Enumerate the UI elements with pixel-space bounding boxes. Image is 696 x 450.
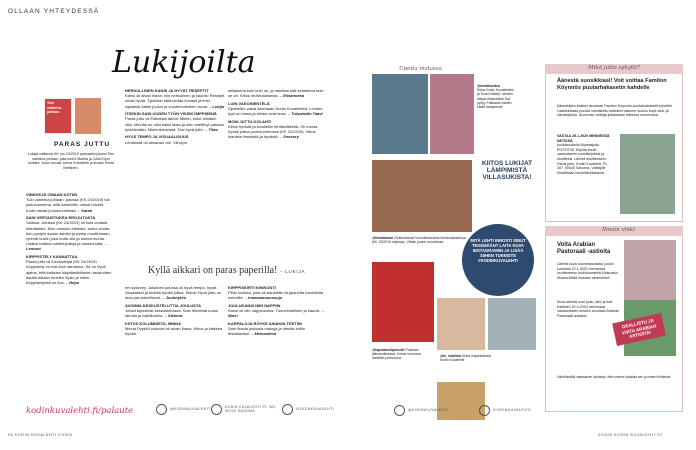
vote-deadline	[557, 134, 615, 175]
letter-text: Sain ihania jouluisia makuja ja ideoita kotiin testattaviksi.	[228, 326, 305, 337]
cover-text: Tein valmiina juhlaan	[47, 101, 62, 115]
letters-column-3	[228, 88, 328, 142]
vote-heading: Äänestä suosikkiasi! Voit voittaa Familon Köynnös puutarhakasetin kahdelle	[557, 78, 667, 91]
letter-text: Lehdessä oli sitsavani ote. Viihdyin.	[125, 139, 189, 145]
vote-text: Äänestäjien kesken arvotaan Familon Köynnös-puutarhakasetti kahdelle. Laatukkaasta puusta valmistettu kaksikerroksinen ruukku sopii sisä- ja ulkokäyttöön. Arvonnan voittaja julkaistaan tuleessa numerossa.	[557, 104, 674, 118]
post-text: Postiaan jälkimmäisessä. Kolme numeroa lueteltiin perheuroa.	[372, 348, 421, 361]
letter	[228, 119, 328, 140]
letter-head: SAIN VERTAISTUKEA EROJUTUSTA	[26, 215, 96, 221]
page-number-left: 56	[8, 432, 14, 437]
post-user: @m_marikka	[440, 354, 462, 358]
letter-text: Paras juttu oli Eläimistä tarina: Mietin, enkö minäkin olisi. Minulla on ollut kaksi lasta ja olen miettinyt paluuta työelämään. Mielenkiintoista. Tosi hyvä juttu.	[125, 116, 224, 132]
letter-text: Pidin kodista, joka oli sisustettu kirppareilta hankituilla esineillä.	[228, 290, 323, 301]
instagram-post-1	[477, 84, 517, 109]
letter	[26, 215, 114, 251]
section-header: OLLAAN YHTEYDESSÄ	[8, 8, 100, 15]
letter-head: KIITOS KOLUMNISTA, MINNA	[125, 321, 182, 326]
letter-head: HYVÄ TEMPO JA VISUAALISUUS	[125, 134, 189, 140]
instagram-post-3	[372, 348, 434, 361]
letter-head: VINKKEJÄ OMAAN KOTIIN	[26, 192, 78, 197]
letter-sig: – Tuisartatin Taavi	[287, 111, 323, 117]
letter-head: KIRPPISKIRTI KIINNOSTI	[228, 285, 276, 290]
socks-photo	[372, 74, 428, 154]
letter-text: sellaisena kuin kuin on, ja nauttian sitä sellaisena kuin se on. Kiitos muistutuksesta.	[228, 88, 324, 99]
letter-sig: – Irmaamansosuuju	[244, 295, 283, 301]
deadline-head: VASTAA 25.1.2020 MENNESSÄ NETISSÄ	[557, 134, 610, 143]
letters-column-2b	[125, 285, 225, 339]
footer-fb-2[interactable]: /KODINKUVALEHTI	[493, 408, 532, 412]
arabia-small: Lähettämällä vastauksen hyväksyt, että voimme julkaista sen ja nimesi lehdessä.	[557, 375, 672, 379]
letter-text: Paras juttu oli Kuvatutkijat (KK 24/2019). Kirppistely on tosi kiva harrastus. Se on hyvä ajatus, että kaikkien käyttämättömien tavaroiden kautta tullaan muiden lupiin ja niihin. Kirppistelyssä on iloa.	[26, 259, 112, 286]
letter-text: Minna Pyykkö kolumni oli aivan ihana. Kiitos ja kaikkea hyvää.	[125, 326, 223, 337]
letter-head: KARPALOJA RÖYKE AINAKIN TESTIIN	[228, 321, 302, 326]
christmas-photo	[372, 262, 434, 342]
letter-head: ITSEKIN SAIN UUDEN TYÖN VISSIKYMPPISENÄ	[125, 111, 217, 117]
letter-head: AVOIMIA KESKUSTELUTTIA JOULUSTA	[125, 303, 201, 308]
pull-quote	[148, 265, 305, 276]
post-text: Kiitos inspiraatiosta Kodin Kuvalehti!	[440, 354, 492, 363]
letter	[125, 303, 225, 319]
letter-sig: – Hepu	[65, 280, 80, 286]
letter	[228, 285, 328, 301]
letter-head: LUIN VAKOINENTELÄ	[228, 100, 270, 106]
letter-head: HERKULLINEN KANSI JA HYVÄT RESEPTIT	[125, 88, 209, 93]
letter-text: Tulo valmiina juhlaan -jutussa (KK 24/2019) tuli joulutunnelma, sillä hahmotiin oikeat toiveet. Kodit valaisi joulutunnelmaa.	[26, 197, 110, 213]
letter-sig: – Lukija	[209, 103, 224, 109]
table-photo	[437, 298, 485, 350]
letter-head: KIRPPISTELY KANNATTAA	[26, 254, 78, 260]
instagram-label: Upeita instassa	[399, 66, 442, 72]
letter-sig: – Tiina	[204, 126, 218, 132]
letter-sig: – Sarah	[77, 207, 93, 213]
food-photo	[437, 382, 485, 420]
letter-sig: – Joulutytön	[162, 295, 187, 301]
mail-icon	[211, 404, 222, 415]
interior-photo	[488, 298, 536, 350]
instagram-post-4	[440, 354, 500, 362]
instagram-post-2	[372, 236, 472, 244]
footer-magazine-right: 2/2020 KODIN KUVALEHTI	[598, 432, 656, 437]
instagram-icon	[156, 404, 167, 415]
page-title: Lukijoilta	[112, 45, 256, 80]
cookies-photo	[372, 160, 472, 232]
letter-text: Kansi oli niin nappiosuma. Tunnelmallinen ja kaunis.	[228, 308, 321, 314]
pull-quote-sig: – LUKIJA	[279, 269, 306, 274]
deadline-text: kodinkuvalehti.fi/parasjuttu POSTITSE Kirjoita kortin vastaukseen suosikkijuttusi ja osoitteesi. Lähetä osoitteeseen Paras juttu, Kodin Kuvalehti, PL 307, 00040 Sanoma. Voittajille ilmoitetaan henkilökohtaisesti.	[557, 143, 608, 175]
footer-fb[interactable]: /KODINKUVALEHTI	[296, 407, 335, 411]
plant-stand-photo	[620, 134, 675, 214]
letter-text: Kansi oli aivan ihana, niin herkullinen ja kaunis! Reseptit olivat hyvät. Tykkäsin tällä kertaa kovasti ja ensi sijaisesti kaikki joulun ja vuodenvaihteen ruuat.	[125, 93, 225, 109]
thanks-heading: KIITOS LUKIJAT LÄMPIMISTÄ VILLASUKISTA!	[481, 160, 533, 181]
magazine-cover	[44, 98, 72, 134]
footer-right	[598, 432, 663, 437]
footer-address: KODIN KUVALEHTI PL 360, 00040 SANOMA	[225, 405, 277, 413]
letters-column-3b	[228, 285, 328, 339]
letter-sig: – Sensory	[279, 134, 299, 140]
paras-juttu-heading: PARAS JUTTU	[54, 141, 111, 148]
pull-quote-text: Kyllä aikkari on paras paperilla!	[148, 265, 278, 276]
facebook-icon	[282, 404, 293, 415]
magazine-spread	[75, 98, 101, 134]
socks-photo-2	[430, 74, 474, 154]
letter-text: em kykinmy. Jokainen jutussa oli hyvä tempo, hyvät visuaaliset ja todella hyvää juttua. Kiitos! Hyvä juttu on aina perusteellisesti.	[125, 285, 222, 301]
letter	[26, 254, 114, 285]
footer-magazine-left: KODIN KUVALEHTI 2/2020	[14, 432, 73, 437]
letter	[125, 111, 225, 132]
post-user: @metakortara	[477, 84, 500, 88]
hashtag-circle: MITÄ LEHTI INNOSTI SINUT TEKEMÄÄN? LAITA KUVA INSTAGRAMIIN JA LISÄÄ SIIHEN TUNNISTE #KODINKUVALEHTI	[462, 224, 534, 296]
footer-left	[8, 432, 73, 437]
facebook-icon	[479, 405, 490, 416]
footer-ig[interactable]: @KODINKUVALEHTI	[170, 407, 211, 411]
letter-sig: – Viktoria	[164, 313, 183, 319]
letter	[228, 88, 328, 98]
letters-column-2	[125, 88, 225, 147]
letter	[228, 303, 328, 319]
letter-text: Opettelen vasta lukemaan Kodin Kuvalehteä. Lehden tyyli on ihana ja lehdet ovat kivat.	[228, 106, 323, 117]
footer-web-link[interactable]: kodinkuvalehti.fi/palaute	[26, 406, 134, 416]
letter	[26, 192, 114, 213]
letter	[125, 134, 225, 144]
letter	[125, 88, 225, 109]
letter-text: Kiitos hyvistä ja sinullekin lehtiiseliteellä. Oli monta hyvää juttua joulunumerossa (KK 24/2019). Kiitos ihanista ihmisistä ja hyvästä.	[228, 124, 318, 140]
letter-head: JOULUKANSI NIIN NAPPIIN	[228, 303, 281, 308]
letter-sig: – Marri	[228, 308, 324, 319]
post-text: Kiitos Kodin Kuvalehden ja Suuri Käsityö -lehden lukijat villasukista! Nyt pysyy Pakkasen lasten kädet lämpiminä!	[477, 88, 514, 110]
letter	[125, 285, 225, 301]
letter-sig: – Metsasilma	[251, 331, 277, 337]
vote-label: Mikä jutto sykytti?	[588, 65, 640, 71]
post-text: Glutenittomat luumukeksukset kerrasvahaalona (KK 23/2019 ohjeista). Vähän joulun tunnelmaa.	[372, 236, 466, 245]
letter	[125, 321, 225, 337]
letter	[228, 101, 328, 117]
post-user: @lapsiatosiljaonviis	[372, 348, 405, 352]
instagram-icon	[394, 405, 405, 416]
arabia-label: Ilmain vinki	[602, 227, 635, 233]
letter-sig: – Lennart	[26, 241, 107, 252]
letters-column-1	[26, 192, 114, 288]
letter-sig: – Elisanneka	[279, 93, 305, 99]
letter-head: MONI JUTTU KOLAHTI	[228, 118, 272, 124]
page-number-right: 57	[657, 432, 663, 437]
paras-juttu-caption: Lukijat valitsivat KK nro 24/2019 parhaaksi jutuksi Tein valmiina juhlaan, joka kertoi Marika ja Juha Erjon kodista. Jutun kuvasi Jenna Kuivalehti ja kuvasi Krista Nelfanen.	[27, 152, 115, 170]
letter	[228, 321, 328, 337]
arabia-badge: OSALLISTU JA VOITA ARABIAN ASTIOITA!	[612, 313, 666, 345]
letter-text: Salissa. Jutussa (KK 24/2019) oli kuin omasta elämästäni. Mun varinsin elämäni, tuntui avulta, kun pystyin avaan asioita ja pystyi muuttumaan ryhmät kuviin joka nutta olla ja tuntea muuta. Lisäksi kaikkia luettelujuttuja ja kantavuutta.	[26, 220, 111, 247]
arabia-heading: Voita Arabian Pastoraali -astioita	[557, 242, 611, 255]
letter-text: Juhlat kipinöivät keskusteluissa. Sain lehdestä uusia ideoita ja näkökulmia.	[125, 308, 218, 319]
plate-photo	[624, 240, 676, 300]
arabia-text-1: Lähetä kuva huonekasvistasi joulun kohdalta 22.1.2020 mennessä osoitteeseen kodinkuvalehti.fi/sisustus. Muista liittää mukaan nimimerkki!	[557, 262, 619, 280]
post-user: @liimattasari	[372, 236, 394, 240]
footer-ig-2[interactable]: @KODINKUVALEHTI	[408, 408, 449, 412]
arabia-text-2: Kuva-aiheita ovat joulu, talvi ja koti. Kaikkien 22.4.2020 mennessä vastanneiden kesken arvotaan Arabian Pastoraali-astiasto.	[557, 300, 619, 318]
